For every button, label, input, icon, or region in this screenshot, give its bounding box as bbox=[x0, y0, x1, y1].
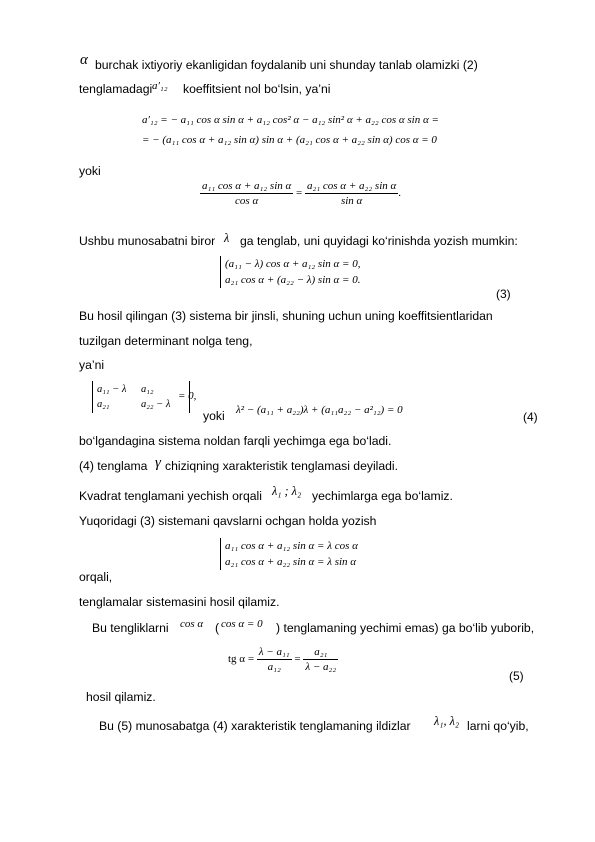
gamma-symbol: γ bbox=[155, 455, 161, 471]
text-line: Bu hosil qilingan (3) sistema bir jinsli, shuning uchun uning koeffitsientlaridan bbox=[79, 309, 493, 323]
determinant: a₁₁ − λ a₁₂ a₂₁ a₂₂ − λ bbox=[92, 381, 190, 413]
text-line: chiziqning xarakteristik tenglamasi deyiladi. bbox=[165, 459, 399, 473]
roots-symbol: λ₁, λ₂ bbox=[434, 714, 460, 728]
text-line: ya’ni bbox=[79, 358, 105, 372]
text-line: tenglamalar sistemasini hosil qilamiz. bbox=[79, 595, 280, 609]
equation-system: (a₁₁ − λ) cos α + a₁₂ sin α = 0, a₂₁ cos α + (a₂₂ − λ) sin α = 0. bbox=[220, 256, 360, 288]
text-line: ga tenglab, uni quyidagi ko‘rinishda yozish mumkin: bbox=[240, 234, 518, 248]
formula-line: a′₁₂ = − a₁₁ cos α sin α + a₁₂ cos² α − a₁₂ sin² α + a₂₂ cos α sin α = bbox=[142, 114, 439, 126]
determinant-equals: = 0, bbox=[178, 390, 197, 402]
formula-line: = − (a₁₁ cos α + a₁₂ sin α) sin α + (a₂₁ cos α + a₂₂ sin α) cos α = 0 bbox=[142, 134, 437, 146]
text-line: yechimlarga ega bo‘lamiz. bbox=[312, 489, 453, 503]
equation-label: (5) bbox=[509, 669, 524, 683]
text-line: (4) tenglama bbox=[79, 459, 148, 473]
text-line: yoki bbox=[203, 409, 225, 423]
text-line: Bu (5) munosabatga (4) xarakteristik tenglamaning ildizlar bbox=[99, 719, 411, 733]
text-line: Yuqoridagi (3) sistemani qavslarni ochgan holda yozish bbox=[79, 514, 377, 528]
text-line: koeffitsient nol bo‘lsin, ya’ni bbox=[183, 82, 331, 96]
equation-label: (3) bbox=[496, 287, 511, 301]
alpha-symbol: α bbox=[80, 52, 88, 68]
cos-zero-symbol: cos α = 0 bbox=[221, 618, 263, 630]
text-line: bo‘lgandagina sistema noldan farqli yechimga ega bo‘ladi. bbox=[79, 434, 392, 448]
text-line: orqali, bbox=[79, 570, 113, 584]
tangent-equation: tg α = $\frac{\text{λ − a₁₁}}{\text{a₁₂}}$ = $\frac{\text{a₂₁}}{\text{λ − a₂₂}}$ bbox=[228, 646, 337, 673]
coefficient-symbol: a′₁₂ bbox=[152, 80, 168, 92]
text-line: larni qo‘yib, bbox=[467, 719, 529, 733]
text-line: yoki bbox=[79, 164, 101, 178]
text-line: tuzilgan determinant nolga teng, bbox=[79, 334, 253, 348]
roots-symbol: λ₁ ; λ₂ bbox=[272, 484, 302, 498]
equation-label: (4) bbox=[523, 410, 538, 424]
characteristic-equation: λ² − (a₁₁ + a₂₂)λ + (a₁₁a₂₂ − a²₁₂) = 0 bbox=[236, 404, 403, 416]
text-line: Kvadrat tenglamani yechish orqali bbox=[79, 489, 262, 503]
text-line: Ushbu munosabatni biror bbox=[79, 234, 216, 248]
text-line: burchak ixtiyoriy ekanligidan foydalanib uni shunday tanlab olamizki (2) bbox=[95, 58, 478, 72]
text-line: tenglamadagi bbox=[79, 82, 153, 96]
text-line: Bu tengliklarni bbox=[92, 621, 169, 635]
text-line: hosil qilamiz. bbox=[86, 690, 156, 704]
lambda-symbol: λ bbox=[224, 231, 230, 245]
equation-system: a₁₁ cos α + a₁₂ sin α = λ cos α a₂₁ cos α + a₂₂ sin α = λ sin α bbox=[220, 538, 358, 570]
text-line: ( bbox=[215, 621, 220, 635]
fraction-equation: $\frac{\text{a₁₁ cos α + a₁₂ sin α}}{\text{cos α}}$ = $\frac{\text{a₂₁ cos α + a₂₂ sin α}}{\text{sin α}}$ . bbox=[202, 180, 402, 207]
text-line: ) tenglamaning yechimi emas) ga bo‘lib yuborib, bbox=[276, 621, 535, 635]
cos-symbol: cos α bbox=[180, 618, 204, 630]
